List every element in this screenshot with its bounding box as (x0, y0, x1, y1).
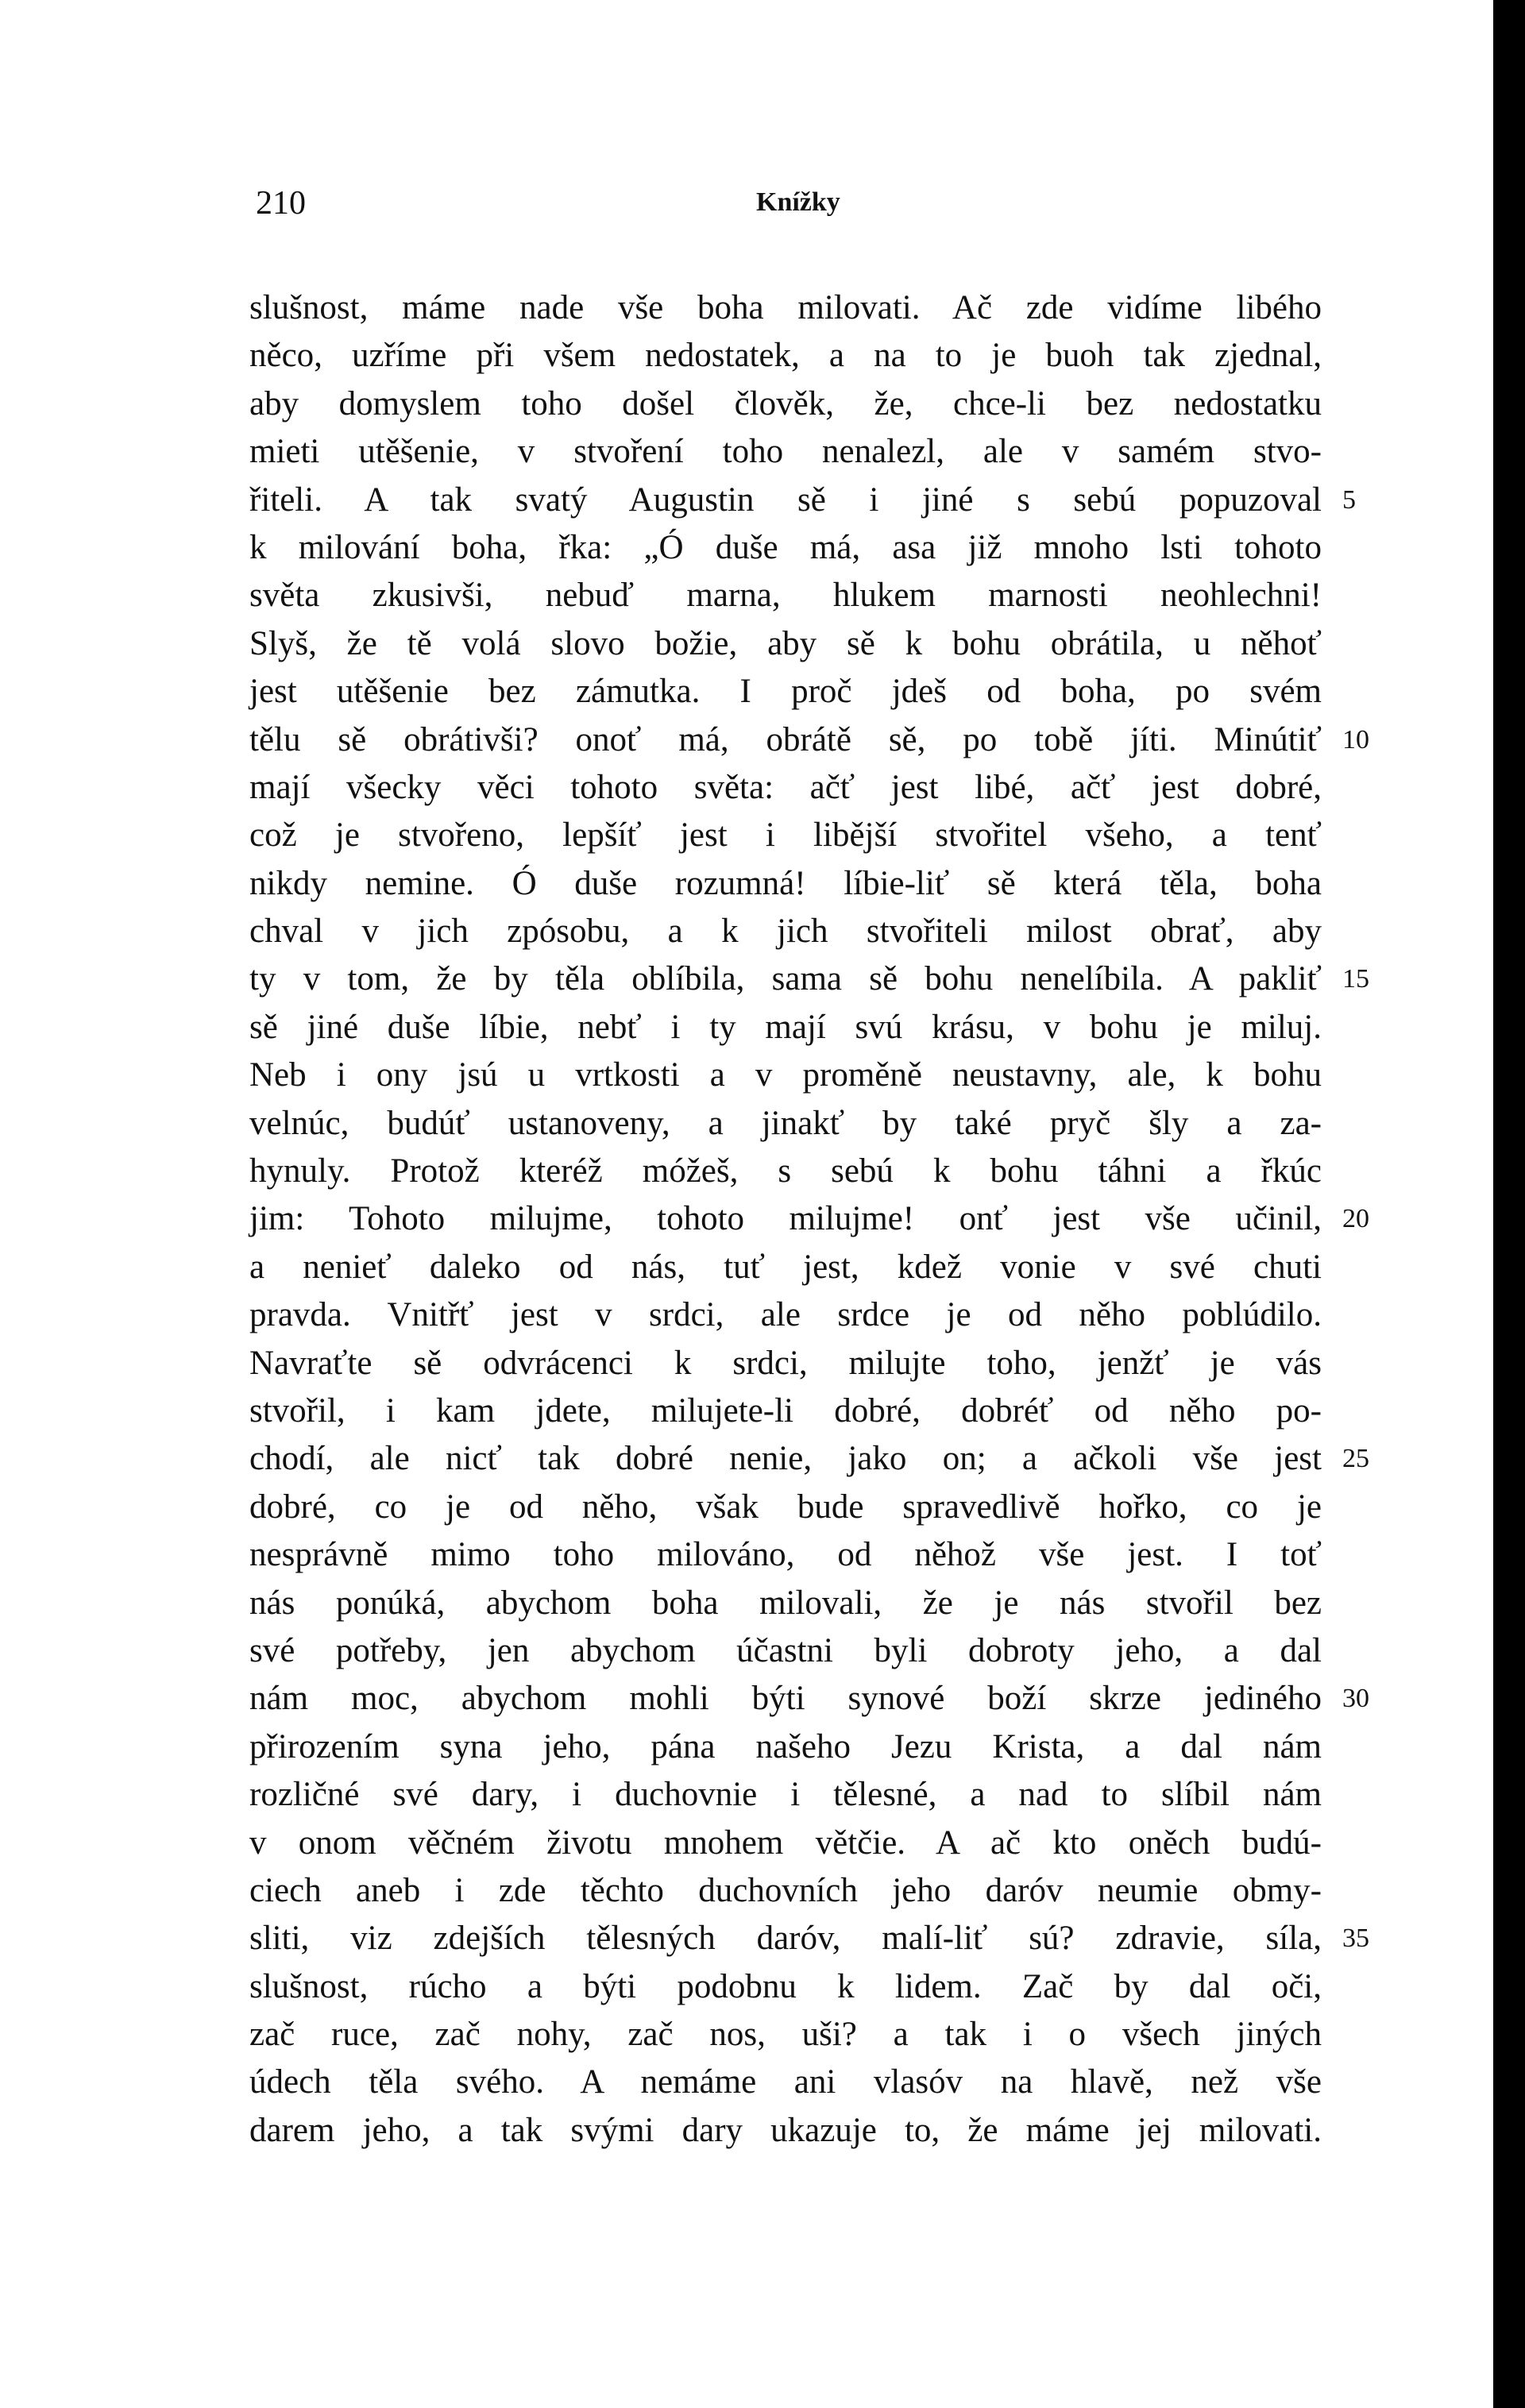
text-line (249, 1148, 1322, 1195)
text-line (249, 1915, 1369, 1962)
text-line (249, 764, 1322, 812)
text-line (249, 1291, 1322, 1339)
running-title: Knížky (756, 187, 840, 217)
text-line (249, 380, 1322, 428)
line-text: což je stvořeno, lepšíť jest i libější stvořitel všeho, a tenť (249, 816, 1322, 855)
line-text: v onom věčném životu mnohem větčie. A ač kto oněch budú- (249, 1823, 1322, 1862)
line-number: 25 (1342, 1444, 1369, 1474)
line-text: sě jiné duše líbie, nebť i ty mají svú krásu, v bohu je miluj. (249, 1008, 1322, 1046)
text-line (249, 1387, 1322, 1435)
text-line (249, 1820, 1322, 1867)
line-text: pravda. Vnitřť jest v srdci, ale srdce je od něho poblúdilo. (249, 1296, 1322, 1334)
text-line (249, 1675, 1369, 1723)
line-text: velnúc, budúť ustanoveny, a jinakť by také pryč šly a za- (249, 1104, 1322, 1142)
line-text: údech těla svého. A nemáme ani vlasóv na hlavě, než vše (249, 2063, 1322, 2101)
text-line (249, 1484, 1322, 1531)
line-number: 35 (1342, 1924, 1369, 1954)
text-line (249, 1723, 1322, 1771)
line-text: Slyš, že tě volá slovo božie, aby sě k bohu obrátila, u něhoť (249, 624, 1322, 662)
line-text: dobré, co je od něho, však bude spravedlivě hořko, co je (249, 1488, 1322, 1526)
text-line (249, 284, 1322, 332)
line-text: nesprávně mimo toho milováno, od něhož vše jest. I toť (249, 1536, 1322, 1574)
line-text: nás ponúká, abychom boha milovali, že je nás stvořil bez (249, 1584, 1322, 1622)
line-text: jest utěšenie bez zámutka. I proč jdeš od boha, po svém (249, 673, 1322, 711)
text-line (249, 477, 1356, 524)
text-line (249, 1100, 1322, 1148)
line-text: darem jeho, a tak svými dary ukazuje to, že máme jej milovati. (249, 2111, 1322, 2149)
line-text: stvořil, i kam jdete, milujete-li dobré, dobréť od něho po- (249, 1391, 1322, 1430)
line-number: 30 (1342, 1684, 1369, 1714)
text-line (249, 1004, 1322, 1052)
line-text: něco, uzříme při všem nedostatek, a na to je buoh tak zjednal, (249, 337, 1322, 375)
text-line (249, 1052, 1322, 1099)
text-line (249, 1580, 1322, 1627)
line-text: rozličné své dary, i duchovnie i tělesné, a nad to slíbil nám (249, 1776, 1322, 1814)
line-text: k milování boha, řka: „Ó duše má, asa již mnoho lsti tohoto (249, 528, 1322, 566)
line-text: řiteli. A tak svatý Augustin sě i jiné s sebú popuzoval (249, 480, 1322, 519)
line-text: aby domyslem toho došel člověk, že, chce-li bez nedostatku (249, 384, 1322, 423)
line-text: světa zkusivši, nebuď marna, hlukem marnosti neohlechni! (249, 577, 1322, 615)
line-text: chval v jich zpósobu, a k jich stvořiteli milost obrať, aby (249, 913, 1322, 951)
text-line (249, 812, 1322, 859)
text-line (249, 620, 1322, 668)
line-text: sliti, viz zdejších tělesných daróv, malí-liť sú? zdravie, síla, (249, 1920, 1322, 1958)
text-line (249, 332, 1322, 380)
body-text (249, 284, 1369, 2155)
text-line (249, 572, 1322, 619)
text-line (249, 1531, 1322, 1579)
line-text: ty v tom, že by těla oblíbila, sama sě bohu nenelíbila. A pakliť (249, 960, 1322, 998)
text-line (249, 716, 1369, 764)
text-line (249, 1340, 1322, 1387)
text-line (249, 1435, 1369, 1483)
line-text: mieti utěšenie, v stvoření toho nenalezl, ale v samém stvo- (249, 433, 1322, 471)
line-text: nikdy nemine. Ó duše rozumná! líbie-liť sě která těla, boha (249, 864, 1322, 902)
line-number: 10 (1342, 724, 1369, 754)
line-text: mají všecky věci tohoto světa: ačť jest libé, ačť jest dobré, (249, 768, 1322, 806)
text-line (249, 524, 1322, 572)
line-number: 20 (1342, 1204, 1369, 1234)
line-text: nám moc, abychom mohli býti synové boží skrze jediného (249, 1680, 1322, 1718)
scan-edge (1493, 0, 1525, 2408)
line-text: přirozením syna jeho, pána našeho Jezu Krista, a dal nám (249, 1727, 1322, 1765)
text-line (249, 428, 1322, 476)
text-line (249, 2011, 1322, 2059)
text-line (249, 668, 1322, 716)
page-number: 210 (256, 185, 306, 222)
text-line (249, 2107, 1322, 2155)
text-line (249, 2059, 1322, 2106)
line-text: jim: Tohoto milujme, tohoto milujme! onť jest vše učinil, (249, 1200, 1322, 1238)
line-text: chodí, ale nicť tak dobré nenie, jako on; a ačkoli vše jest (249, 1440, 1322, 1478)
line-text: tělu sě obrátivši? onoť má, obrátě sě, po tobě jíti. Minútiť (249, 720, 1322, 758)
text-line (249, 908, 1322, 955)
text-line (249, 1963, 1322, 2011)
line-number: 5 (1342, 484, 1356, 515)
text-line (249, 1195, 1369, 1243)
text-line (249, 955, 1369, 1003)
line-text: zač ruce, zač nohy, zač nos, uši? a tak i o všech jiných (249, 2016, 1322, 2054)
text-line (249, 1244, 1322, 1291)
text-line (249, 860, 1322, 908)
text-line (249, 1867, 1322, 1915)
line-text: Navraťte sě odvrácenci k srdci, milujte toho, jenžť je vás (249, 1344, 1322, 1382)
line-text: a nenieť daleko od nás, tuť jest, kdež vonie v své chuti (249, 1248, 1322, 1286)
line-text: slušnost, máme nade vše boha milovati. Ač zde vidíme libého (249, 289, 1322, 326)
line-text: hynuly. Protož kteréž móžeš, s sebú k bohu táhni a řkúc (249, 1152, 1322, 1190)
line-text: ciech aneb i zde těchto duchovních jeho daróv neumie obmy- (249, 1871, 1322, 1909)
line-number: 15 (1342, 964, 1369, 994)
text-line (249, 1771, 1322, 1819)
line-text: slušnost, rúcho a býti podobnu k lidem. Zač by dal oči, (249, 1967, 1322, 2005)
line-text: své potřeby, jen abychom účastni byli dobroty jeho, a dal (249, 1631, 1322, 1669)
line-text: Neb i ony jsú u vrtkosti a v proměně neustavny, ale, k bohu (249, 1056, 1322, 1094)
text-line (249, 1627, 1322, 1675)
page-header (256, 184, 1326, 240)
